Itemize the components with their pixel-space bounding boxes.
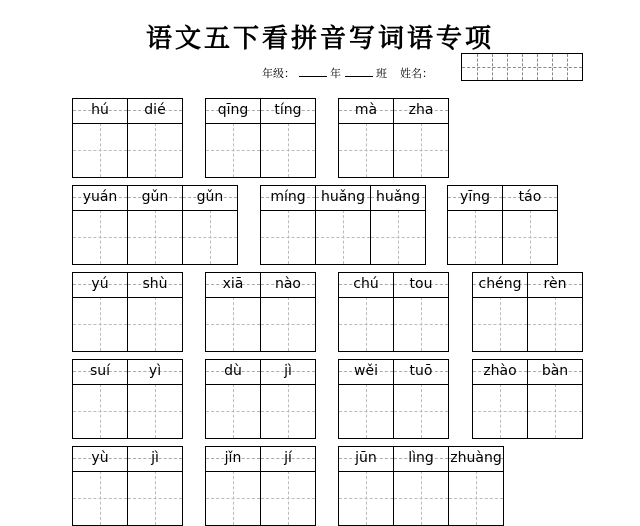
word-grid (72, 359, 183, 439)
pinyin-text: dù (224, 363, 242, 379)
character-writing-box[interactable] (206, 123, 261, 177)
word-grid (205, 98, 316, 178)
pinyin-text: jí (284, 450, 292, 466)
class-label: 班 (376, 67, 387, 80)
pinyin-cell (261, 186, 316, 210)
character-writing-box[interactable] (183, 210, 238, 264)
character-writing-box[interactable] (394, 384, 449, 438)
pinyin-text: huǎng (320, 189, 366, 205)
pinyin-text: táo (518, 189, 542, 205)
pinyin-text: chú (353, 276, 379, 292)
pinyin-cell (128, 360, 183, 384)
pinyin-cell (528, 360, 583, 384)
pinyin-cell (206, 99, 261, 123)
character-writing-box[interactable] (73, 297, 128, 351)
pinyin-cell (448, 186, 503, 210)
character-writing-box[interactable] (128, 471, 183, 525)
pinyin-cell (528, 273, 583, 297)
pinyin-cell (371, 186, 426, 210)
character-writing-box[interactable] (394, 123, 449, 177)
pinyin-text: gǔn (141, 189, 169, 205)
pinyin-cell (128, 99, 183, 123)
pinyin-cell (339, 99, 394, 123)
character-writing-box[interactable] (206, 297, 261, 351)
character-writing-box[interactable] (339, 297, 394, 351)
student-info-line (262, 66, 433, 81)
class-blank[interactable] (345, 66, 373, 77)
pinyin-text: mà (354, 102, 378, 118)
word-grid (72, 185, 238, 265)
character-writing-box[interactable] (473, 297, 528, 351)
pinyin-text: jì (284, 363, 292, 379)
pinyin-text: lìng (408, 450, 434, 466)
pinyin-text: yú (91, 276, 109, 292)
pinyin-cell (339, 360, 394, 384)
word-grid (447, 185, 558, 265)
pinyin-text: bàn (541, 363, 569, 379)
word-grid (72, 446, 183, 526)
pinyin-text: zha (408, 102, 434, 118)
pinyin-cell (128, 186, 183, 210)
pinyin-text: tuō (409, 363, 433, 379)
word-grid (72, 272, 183, 352)
pinyin-cell (339, 273, 394, 297)
character-writing-box[interactable] (261, 297, 316, 351)
character-writing-box[interactable] (339, 471, 394, 525)
pinyin-text: hú (91, 102, 109, 118)
pinyin-cell (473, 360, 528, 384)
grade-label: 年级： (262, 67, 295, 80)
character-writing-box[interactable] (128, 297, 183, 351)
pinyin-cell (261, 273, 316, 297)
character-writing-box[interactable] (73, 123, 128, 177)
pinyin-cell (73, 360, 128, 384)
pinyin-text: jūn (355, 450, 377, 466)
word-grid (338, 359, 449, 439)
word-grid (338, 98, 449, 178)
character-writing-box[interactable] (528, 384, 583, 438)
pinyin-cell (128, 447, 183, 471)
character-writing-box[interactable] (73, 471, 128, 525)
word-grid (472, 272, 583, 352)
character-writing-box[interactable] (371, 210, 426, 264)
grade-blank[interactable] (299, 66, 327, 77)
pinyin-text: gǔn (196, 189, 224, 205)
character-writing-box[interactable] (128, 384, 183, 438)
pinyin-text: huǎng (375, 189, 421, 205)
character-writing-box[interactable] (261, 471, 316, 525)
pinyin-cell (128, 273, 183, 297)
character-writing-box[interactable] (448, 210, 503, 264)
character-writing-box[interactable] (339, 384, 394, 438)
pinyin-cell (394, 273, 449, 297)
pinyin-cell (183, 186, 238, 210)
character-writing-box[interactable] (528, 297, 583, 351)
pinyin-text: yīng (460, 189, 490, 205)
pinyin-text: tíng (274, 102, 302, 118)
word-grid (260, 185, 426, 265)
pinyin-cell (316, 186, 371, 210)
word-grid (472, 359, 583, 439)
pinyin-text: rèn (543, 276, 567, 292)
worksheet-title: 语文五下看拼音写词语专项 (145, 24, 494, 54)
pinyin-text: zhào (483, 363, 517, 379)
pinyin-text: yì (148, 363, 162, 379)
pinyin-cell (73, 186, 128, 210)
pinyin-text: jì (151, 450, 159, 466)
pinyin-cell (261, 99, 316, 123)
pinyin-cell (394, 360, 449, 384)
pinyin-cell (206, 360, 261, 384)
pinyin-text: wěi (354, 363, 378, 379)
pinyin-text: nào (274, 276, 302, 292)
character-writing-box[interactable] (206, 471, 261, 525)
character-writing-box[interactable] (128, 210, 183, 264)
pinyin-cell (394, 447, 449, 471)
pinyin-cell (206, 447, 261, 471)
pinyin-text: chéng (478, 276, 522, 292)
character-writing-box[interactable] (261, 384, 316, 438)
character-writing-box[interactable] (73, 210, 128, 264)
word-grid (205, 359, 316, 439)
pinyin-cell (261, 360, 316, 384)
pinyin-cell (503, 186, 558, 210)
name-label: 姓名： (400, 67, 433, 80)
word-grid (205, 272, 316, 352)
pinyin-text: shù (142, 276, 168, 292)
pinyin-text: yuán (82, 189, 118, 205)
pinyin-text: zhuàng (450, 450, 502, 466)
character-writing-box[interactable] (128, 123, 183, 177)
pinyin-cell (73, 99, 128, 123)
character-writing-box[interactable] (394, 471, 449, 525)
pinyin-text: tou (409, 276, 433, 292)
pinyin-cell (339, 447, 394, 471)
year-label: 年 (330, 67, 341, 80)
name-writing-box[interactable] (461, 53, 583, 81)
word-grid (338, 446, 504, 526)
pinyin-cell (473, 273, 528, 297)
character-writing-box[interactable] (473, 384, 528, 438)
character-writing-box[interactable] (503, 210, 558, 264)
pinyin-text: míng (270, 189, 306, 205)
pinyin-cell (394, 99, 449, 123)
character-writing-box[interactable] (394, 297, 449, 351)
character-writing-box[interactable] (316, 210, 371, 264)
character-writing-box[interactable] (73, 384, 128, 438)
character-writing-box[interactable] (339, 123, 394, 177)
pinyin-cell (206, 273, 261, 297)
character-writing-box[interactable] (206, 384, 261, 438)
word-grid (205, 446, 316, 526)
pinyin-text: qīng (217, 102, 249, 118)
word-grid (338, 272, 449, 352)
pinyin-cell (73, 273, 128, 297)
character-writing-box[interactable] (261, 123, 316, 177)
pinyin-cell (73, 447, 128, 471)
pinyin-text: dié (144, 102, 166, 118)
character-writing-box[interactable] (449, 471, 504, 525)
pinyin-text: suí (89, 363, 111, 379)
pinyin-text: xiā (222, 276, 244, 292)
character-writing-box[interactable] (261, 210, 316, 264)
pinyin-cell (449, 447, 504, 471)
pinyin-text: jǐn (224, 450, 242, 466)
pinyin-text: yù (91, 450, 109, 466)
pinyin-cell (261, 447, 316, 471)
word-grid (72, 98, 183, 178)
